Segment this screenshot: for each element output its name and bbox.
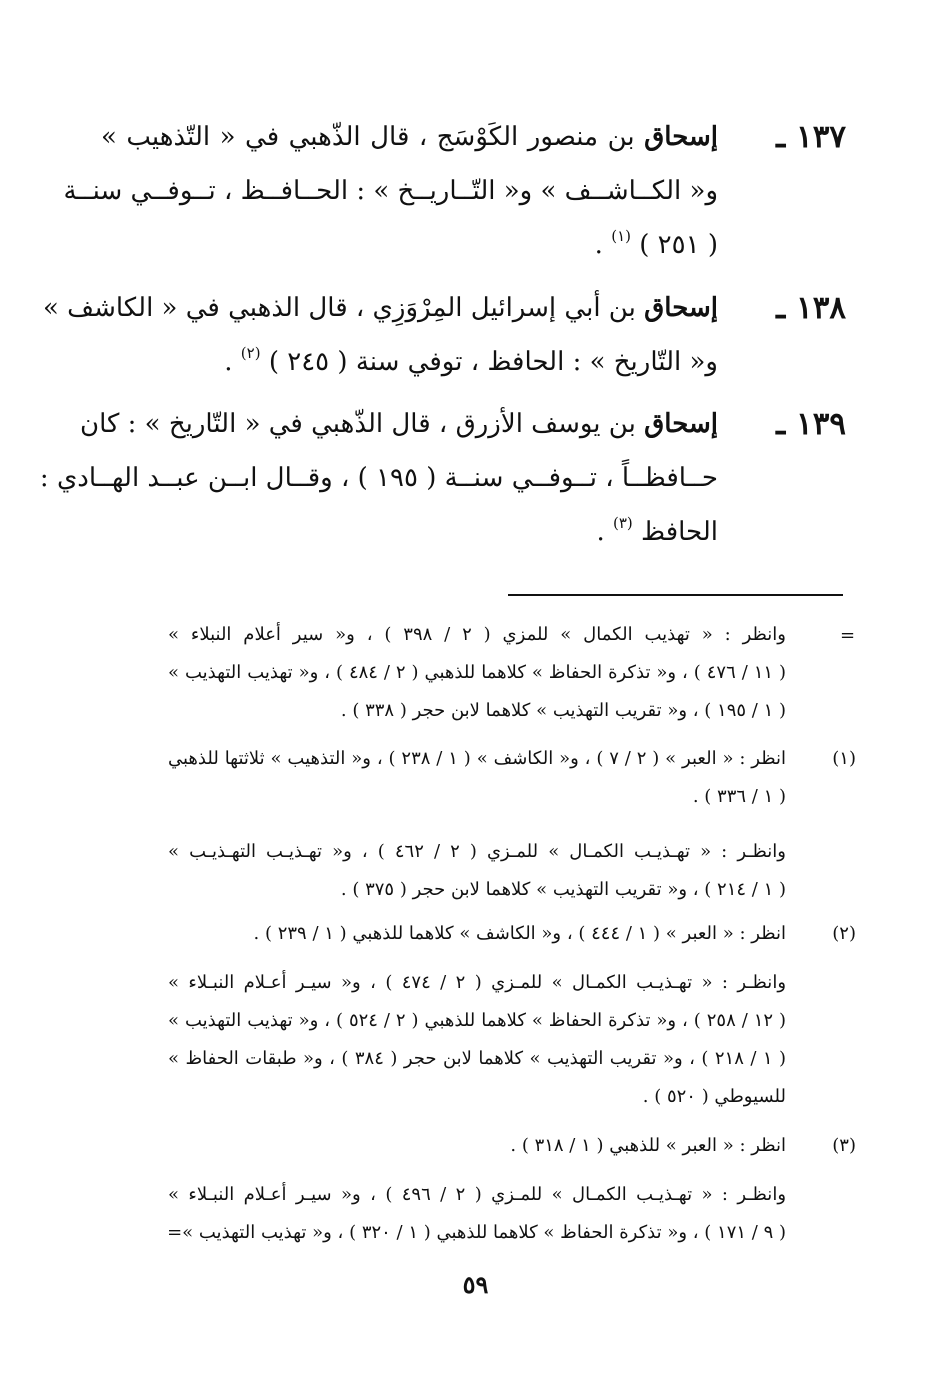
entry-139 <box>39 397 846 559</box>
entry-text: الحافظ <box>641 517 718 547</box>
entry-number: ١٣٩ ـ <box>776 406 846 442</box>
entry-line <box>101 110 846 164</box>
page-number: ٥٩ <box>462 1270 489 1299</box>
entry-line: ( ٢٥١ ) $^{(١)}$ . <box>594 227 718 260</box>
footnote-reference[interactable]: (٣) <box>612 514 633 532</box>
entry-line: و« التّاريخ » : الحافظ ، توفي سنة ( ٢٤٥ ) $^{(٢)}$ . <box>224 344 718 377</box>
entry-name: إسحاق <box>644 122 718 152</box>
footnote-line: ( ١ / ١٩٥ ) ، و« تقريب التهذيب » كلاهما لابن حجر ( ٣٣٨ ) . <box>340 700 786 721</box>
footnote-line: وانظر : « تهذيب الكمال » للمزي ( ٢ / ٣٩٨ ) ، و« سير أعلام النبلاء » <box>168 624 786 645</box>
entry-line: الحافظ $^{(٣)}$ . <box>596 514 718 547</box>
entry-text: بن أبي إسرائيل المِرْوَزِي ، قال الذهبي في « الكاشف » <box>43 293 636 323</box>
entry-line: حــافظــاً ، تــوفــي سنــة ( ١٩٥ ) ، وقــال ابــن عبــد الهــادي : <box>39 463 718 493</box>
entry-name: إسحاق <box>644 293 718 323</box>
entry-line <box>43 281 846 335</box>
footnote-line: انظر : « العبر » ( ١ / ٤٤٤ ) ، و« الكاشف » كلاهما للذهبي ( ١ / ٢٣٩ ) . <box>253 923 786 944</box>
entry-number: ١٣٧ ـ <box>776 119 846 155</box>
footnote-3 <box>168 1127 856 1165</box>
entry-138 <box>43 281 846 389</box>
footnote-2-more <box>168 964 786 1116</box>
footnote-marker: (٢) <box>832 923 856 944</box>
footnote-line: وانظـر : « تهـذيـب الكمـال » للمـزي ( ٢ / ٤٧٤ ) ، و« سيـر أعـلام النبـلاء » <box>168 972 787 993</box>
footnote-line: ( ١ / ٢١٨ ) ، و« تقريب التهذيب » كلاهما لابن حجر ( ٣٨٤ ) ، و« طبقات الحفاظ » <box>168 1048 787 1069</box>
footnote-1 <box>168 740 856 816</box>
footnote-line: ( ٩ / ١٧١ ) ، و« تذكرة الحفاظ » كلاهما للذهبي ( ١ / ٣٢٠ ) ، و« تهذيب التهذيب »= <box>167 1222 786 1243</box>
entry-text: ( ٢٥١ ) <box>639 230 718 260</box>
footnote-marker: (٣) <box>832 1135 856 1156</box>
entry-text: بن منصور الكَوْسَج ، قال الذّهبي في « التّذهيب » <box>101 122 635 152</box>
entry-text: بن يوسف الأزرق ، قال الذّهبي في « التّاريخ » : كان <box>79 409 636 439</box>
footnote-line: ( ١ / ٢١٤ ) ، و« تقريب التهذيب » كلاهما لابن حجر ( ٣٧٥ ) . <box>340 879 786 900</box>
footnote-carryover <box>168 616 786 730</box>
entry-line: و« الكــاشــف » و« التّــاريــخ » : الحــافــظ ، تــوفــي سنــة <box>63 176 718 206</box>
entry-number: ١٣٨ ـ <box>776 290 846 326</box>
entry-line <box>79 397 846 451</box>
footnote-1-more <box>168 833 786 909</box>
entry-137 <box>63 110 846 272</box>
footnote-separator <box>508 594 843 596</box>
footnote-line: ( ١ / ٣٣٦ ) . <box>692 786 786 807</box>
footnote-line: وانظـر : « تهـذيـب الكمـال » للمـزي ( ٢ / ٤٦٢ ) ، و« تهـذيـب التهـذيـب » <box>168 841 786 862</box>
entry-text: و« التّاريخ » : الحافظ ، توفي سنة ( ٢٤٥ ) <box>268 347 718 377</box>
footnote-marker: (١) <box>832 748 856 769</box>
footnote-line: انظر : « العبر » للذهبي ( ١ / ٣١٨ ) . <box>510 1135 786 1156</box>
footnote-line: ( ١١ / ٤٧٦ ) ، و« تذكرة الحفاظ » كلاهما للذهبي ( ٢ / ٤٨٤ ) ، و« تهذيب التهذيب » <box>168 662 787 683</box>
continuation-mark: = <box>840 625 856 646</box>
entry-name: إسحاق <box>644 409 718 439</box>
footnote-line: وانظـر : « تهـذيـب الكمـال » للمـزي ( ٢ / ٤٩٦ ) ، و« سيـر أعـلام النبـلاء » <box>168 1184 787 1205</box>
footnote-line: للسيوطي ( ٥٢٠ ) . <box>642 1086 786 1107</box>
footnote-line: ( ١٢ / ٢٥٨ ) ، و« تذكرة الحفاظ » كلاهما للذهبي ( ٢ / ٥٢٤ ) ، و« تهذيب التهذيب » <box>168 1010 787 1031</box>
footnote-3-more <box>168 1176 786 1252</box>
footnote-reference[interactable]: (٢) <box>240 344 261 362</box>
footnote-reference[interactable]: (١) <box>611 227 631 245</box>
footnote-line: انظر : « العبر » ( ٢ / ٧ ) ، و« الكاشف » ( ١ / ٢٣٨ ) ، و« التذهيب » ثلاثتها للذهبي <box>168 748 786 769</box>
footnote-2 <box>168 915 856 953</box>
